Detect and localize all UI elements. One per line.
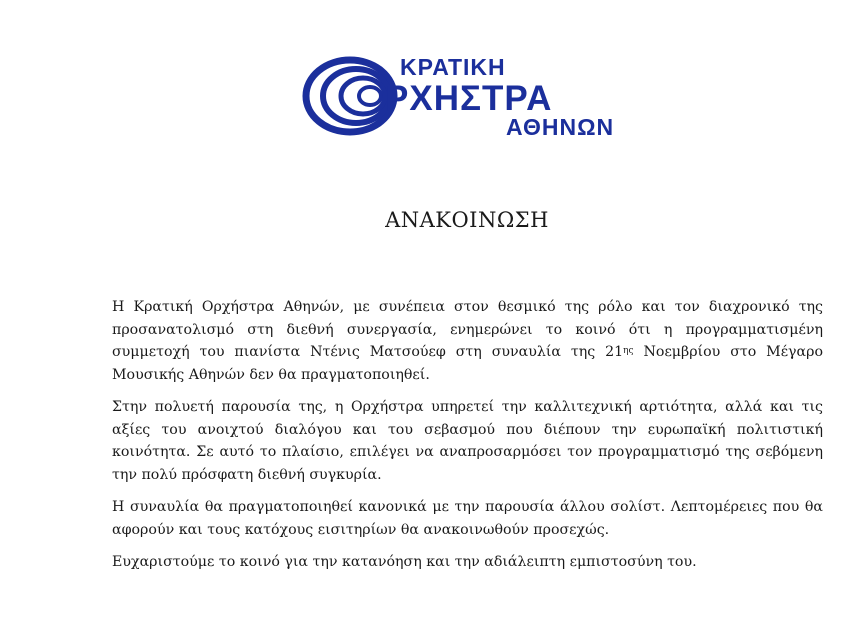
paragraph-1-text-start: Η Κρατική Ορχήστρα Αθηνών, με συνέπεια στον θεσμικό της ρόλο και τον διαχρονικό της προσανατολισμό στη διεθνή συνεργασία, ενημερώνει το κοινό ότι η προγραμματισμένη συμμετοχή του πιανίστα Ντένις Ματσούεφ στη συναυλία της 21 — [112, 299, 823, 360]
orchestra-logo — [300, 50, 640, 145]
paragraph-1 — [112, 296, 823, 386]
paragraph-4: Ευχαριστούμε το κοινό για την κατανόηση και την αδιάλειπτη εμπιστοσύνη του. — [112, 554, 697, 570]
ordinal-suffix: ης — [623, 346, 634, 356]
announcement-title: ΑΝΑΚΟΙΝΩΣΗ — [385, 208, 549, 232]
paragraph-2: Στην πολυετή παρουσία της, η Ορχήστρα υπηρετεί την καλλιτεχνική αρτιότητα, αλλά και τις αξίες του ανοιχτού διαλόγου και του σεβασμού που διέπουν την ευρωπαϊκή πολιτιστική κοινότητα. Σε αυτό το πλαίσιο, επιλέγει να αναπροσαρμόσει τον προγραμματισμό της σεβόμενη την πολύ πρόσφατη διεθνή συγκυρία. — [112, 399, 823, 483]
logo-text-orchestra: ΡΧΗΣΤΡΑ — [385, 79, 553, 118]
logo-text-athinon: ΑΘΗΝΩΝ — [506, 114, 615, 140]
paragraph-3: Η συναυλία θα πραγματοποιηθεί κανονικά με την παρουσία άλλου σολίστ. Λεπτομέρειες που θα αφορούν και τους κατόχους εισιτηρίων θα ανακοινωθούν προσεχώς. — [112, 499, 823, 538]
logo-text-kratiki: ΚΡΑΤΙΚΗ — [400, 54, 506, 80]
paragraph-1-text-end: Νοεμβρίου στο Μέγαρο Μουσικής Αθηνών δεν θα πραγματοποιηθεί. — [112, 344, 823, 383]
announcement-body — [112, 296, 823, 584]
